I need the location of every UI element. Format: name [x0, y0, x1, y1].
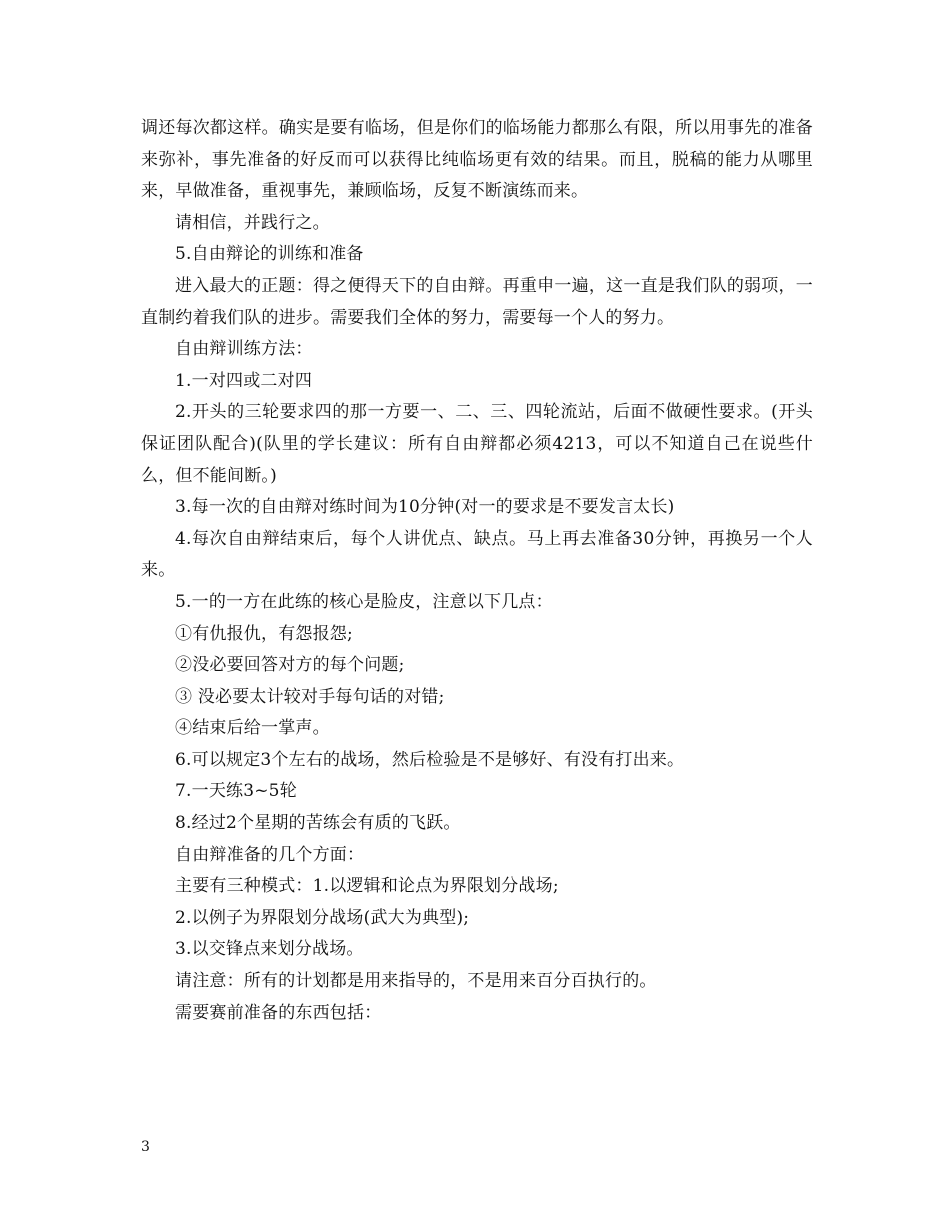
sub-list-item: ③ 没必要太计较对手每句话的对错; [175, 686, 445, 707]
list-item: 4.每次自由辩结束后，每个人讲优点、缺点。马上再去准备30分钟，再换另一个人来。 [141, 528, 813, 581]
paragraph: 自由辩准备的几个方面： [175, 844, 365, 865]
sub-list-item: ④结束后给一掌声。 [175, 718, 330, 739]
list-item: 2.以例子为界限划分战场(武大为典型); [175, 907, 470, 928]
paragraph: 进入最大的正题：得之便得天下的自由辩。再重申一遍，这一直是我们队的弱项，一直制约着我们队的进步。需要我们全体的努力，需要每一个人的努力。 [141, 275, 813, 328]
page-number: 3 [141, 1139, 150, 1155]
paragraph: 调还每次都这样。确实是要有临场，但是你们的临场能力都那么有限，所以用事先的准备来弥补，事先准备的好反而可以获得比纯临场更有效的结果。而且，脱稿的能力从哪里来，早做准备，重视事先，兼顾临场，反复不断演练而来。 [141, 118, 813, 202]
document-body [141, 113, 813, 1029]
list-item: 1.一对四或二对四 [175, 370, 313, 391]
paragraph: 需要赛前准备的东西包括： [175, 1002, 382, 1023]
list-item: 6.可以规定3个左右的战场，然后检验是不是够好、有没有打出来。 [175, 749, 685, 770]
sub-list-item: ①有仇报仇，有怨报怨; [175, 623, 353, 644]
list-item: 3.以交锋点来划分战场。 [175, 939, 364, 960]
list-item: 5.一的一方在此练的核心是脸皮，注意以下几点： [175, 591, 553, 612]
list-item: 7.一天练3~5轮 [175, 781, 297, 802]
section-heading: 5.自由辩论的训练和准备 [175, 244, 364, 265]
paragraph: 请注意：所有的计划都是用来指导的，不是用来百分百执行的。 [175, 971, 657, 992]
paragraph: 自由辩训练方法： [175, 339, 313, 360]
paragraph: 请相信，并践行之。 [175, 212, 330, 233]
list-item: 3.每一次的自由辩对练时间为10分钟(对一的要求是不要发言太长) [175, 497, 675, 518]
list-item: 8.经过2个星期的苦练会有质的飞跃。 [175, 813, 461, 834]
list-item: 2.开头的三轮要求四的那一方要一、二、三、四轮流站，后面不做硬性要求。(开头保证团队配合)(队里的学长建议：所有自由辩都必须4213，可以不知道自己在说些什么，但不能间断。) [141, 402, 813, 486]
list-item: 主要有三种模式：1.以逻辑和论点为界限划分战场; [175, 876, 559, 897]
sub-list-item: ②没必要回答对方的每个问题; [175, 655, 405, 676]
